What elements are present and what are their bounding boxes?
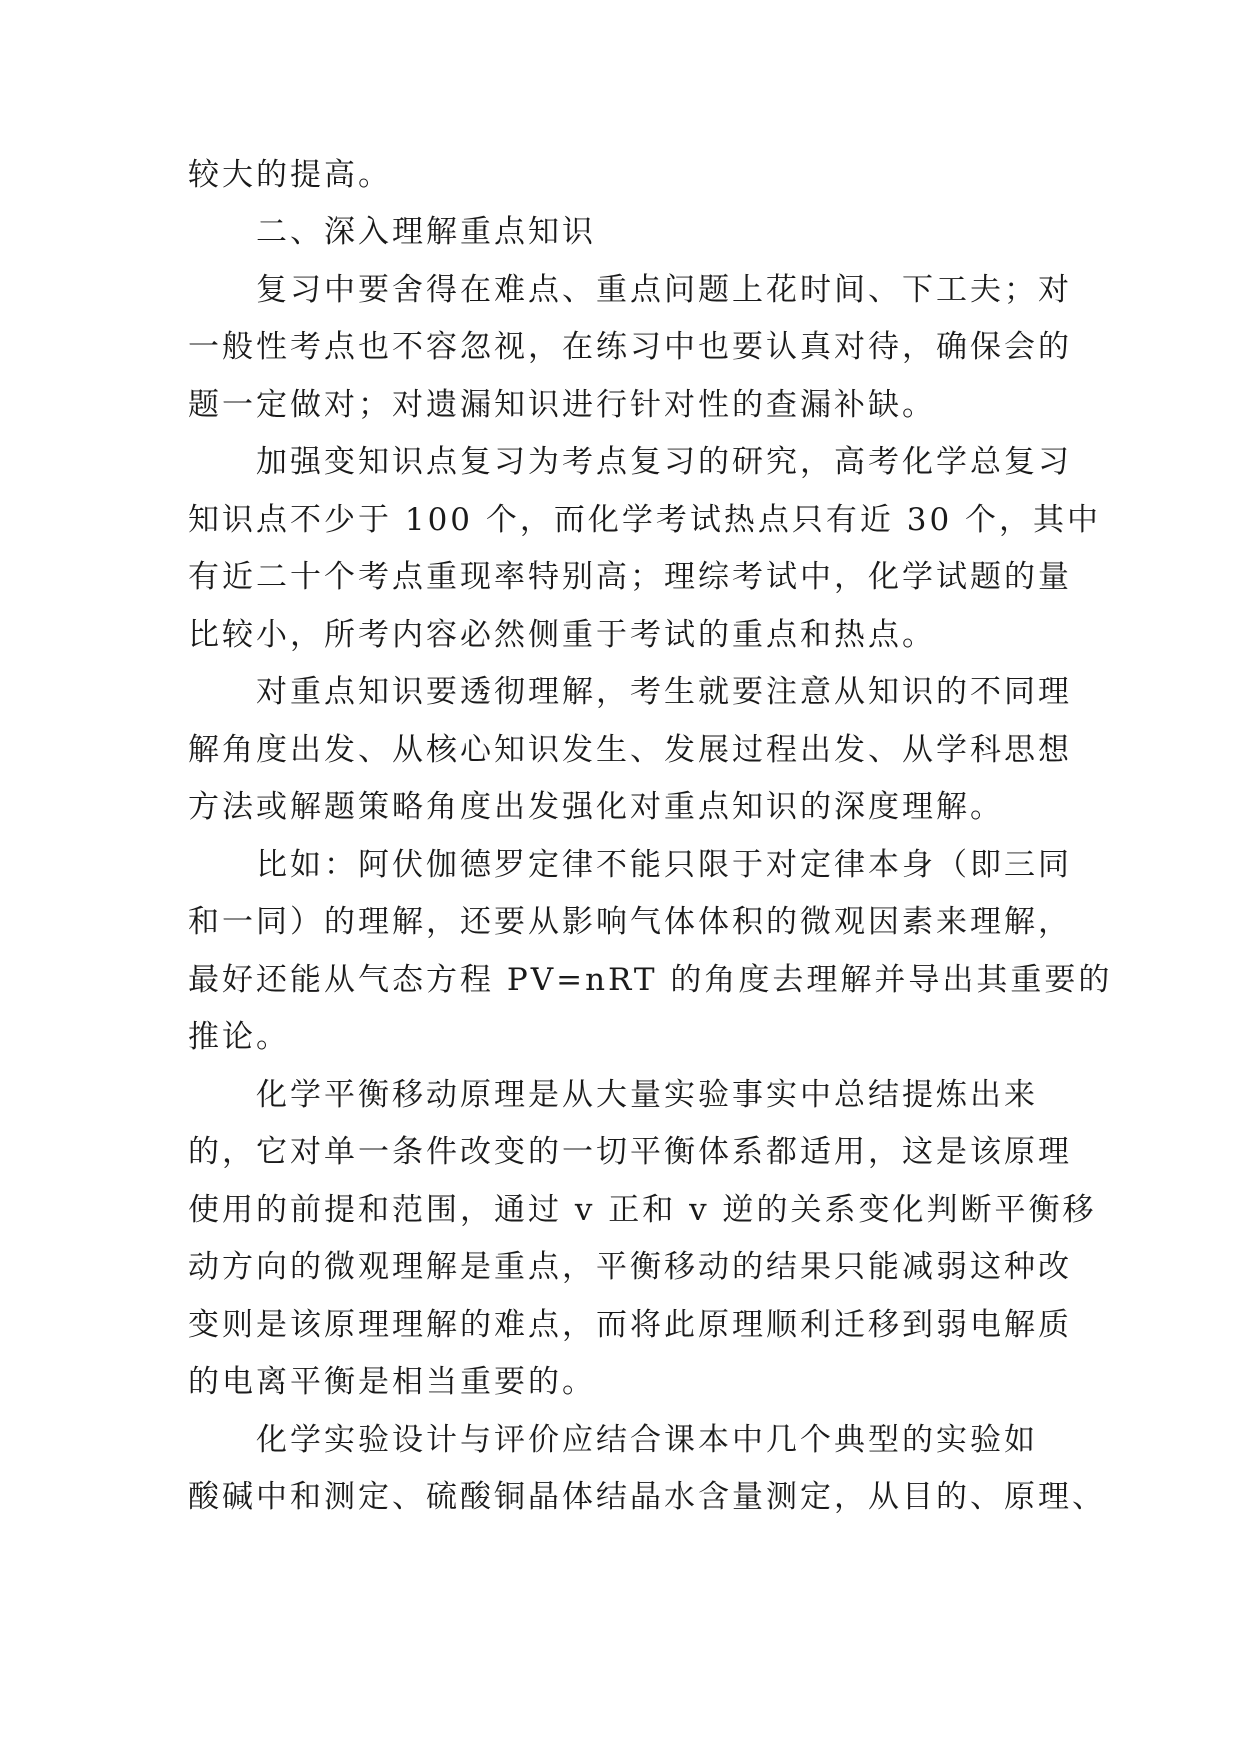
text-line: 变则是该原理理解的难点，而将此原理顺利迁移到弱电解质 — [188, 1307, 1072, 1343]
text-line: 使用的前提和范围，通过 v 正和 v 逆的关系变化判断平衡移 — [188, 1192, 1097, 1228]
text-line: 题一定做对；对遗漏知识进行针对性的查漏补缺。 — [188, 387, 936, 423]
text-line: 方法或解题策略角度出发强化对重点知识的深度理解。 — [188, 789, 1004, 825]
section-heading: 二、深入理解重点知识 — [188, 214, 596, 250]
text-line: 化学平衡移动原理是从大量实验事实中总结提炼出来 — [188, 1077, 1038, 1113]
text-line: 的，它对单一条件改变的一切平衡体系都适用，这是该原理 — [188, 1134, 1072, 1170]
text-line: 比较小，所考内容必然侧重于考试的重点和热点。 — [188, 617, 936, 653]
text-line: 的电离平衡是相当重要的。 — [188, 1364, 596, 1400]
text-line: 复习中要舍得在难点、重点问题上花时间、下工夫；对 — [188, 272, 1072, 308]
text-line: 加强变知识点复习为考点复习的研究，高考化学总复习 — [188, 444, 1072, 480]
text-line: 解角度出发、从核心知识发生、发展过程出发、从学科思想 — [188, 732, 1072, 768]
text-line: 较大的提高。 — [188, 157, 392, 193]
text-line: 对重点知识要透彻理解，考生就要注意从知识的不同理 — [188, 674, 1072, 710]
text-line: 一般性考点也不容忽视，在练习中也要认真对待，确保会的 — [188, 329, 1072, 365]
text-line: 酸碱中和测定、硫酸铜晶体结晶水含量测定，从目的、原理、 — [188, 1479, 1106, 1515]
text-line: 有近二十个考点重现率特别高；理综考试中，化学试题的量 — [188, 559, 1072, 595]
text-line: 动方向的微观理解是重点，平衡移动的结果只能减弱这种改 — [188, 1249, 1072, 1285]
text-line: 最好还能从气态方程 PV=nRT 的角度去理解并导出其重要的 — [188, 962, 1113, 998]
text-line: 比如：阿伏伽德罗定律不能只限于对定律本身（即三同 — [188, 847, 1072, 883]
text-line: 推论。 — [188, 1019, 290, 1055]
text-line: 知识点不少于 100 个，而化学考试热点只有近 30 个，其中 — [188, 502, 1102, 538]
text-line: 和一同）的理解，还要从影响气体体积的微观因素来理解， — [188, 904, 1072, 940]
text-line: 化学实验设计与评价应结合课本中几个典型的实验如 — [188, 1422, 1038, 1458]
